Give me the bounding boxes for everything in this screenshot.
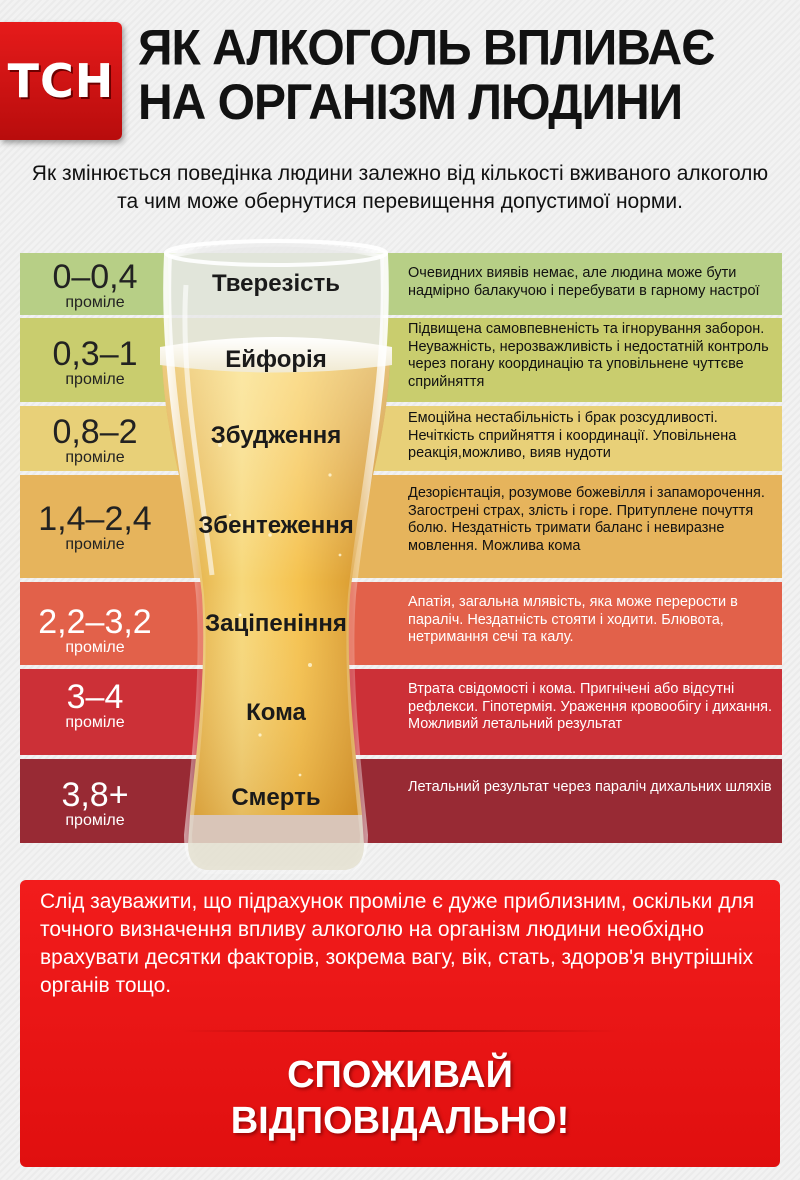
level-range (20, 777, 170, 829)
warning-note-panel (20, 880, 780, 1167)
stage-label: Тверезість (212, 270, 340, 297)
level-range (20, 259, 170, 311)
level-range (20, 414, 170, 466)
beer-glass-illustration (150, 215, 402, 880)
divider (180, 1030, 620, 1032)
range-value: 3,8+ (61, 776, 129, 814)
level-description: Втрата свідомості і кома. Пригнічені або відсутні рефлекси. Гіпотермія. Ураження кровообігу і дихання. Можливий летальний результат (408, 681, 772, 732)
level-description: Підвищена самовпевненість та ігнорування заборон. Неуважність, нерозважливість і недостатній контроль через погану координацію та уповільнене чуттєве сприйняття (408, 321, 769, 390)
range-value: 0–0,4 (52, 258, 138, 296)
logo-text: ТСН (7, 54, 115, 108)
stage-label: Кома (246, 699, 306, 726)
range-unit: проміле (65, 449, 125, 466)
range-value: 3–4 (66, 678, 124, 716)
range-unit: проміле (65, 639, 125, 656)
subtitle: Як змінюється поведінка людини залежно від кількості вживаного алкоголю та чим може обернутися перевищення допустимої норми. (31, 162, 769, 213)
range-value: 1,4–2,4 (38, 500, 152, 538)
level-range (20, 336, 170, 388)
range-unit: проміле (65, 371, 125, 388)
level-description: Дезорієнтація, розумове божевілля і запаморочення. Загострені страх, злість і горе. Притуплене почуття болю. Нездатність тримати баланс і невиразне мовлення. Можлива кома (408, 485, 765, 554)
stage-label: Ейфорія (225, 346, 327, 373)
cta-line-2: ВІДПОВІДАЛЬНО! (230, 1100, 570, 1142)
level-range (20, 501, 170, 553)
level-description: Очевидних виявів немає, але людина може бути надмірно балакучою і перебувати в гарному настрої (408, 265, 760, 299)
call-to-action (20, 1052, 780, 1144)
level-range (20, 679, 170, 731)
warning-note-text: Слід зауважити, що підрахунок проміле є дуже приблизним, оскільки для точного визначення впливу алкоголю на організм людини необхідно врахувати десятки факторів, зокрема вагу, вік, стать, здоров'я внутрішніх органів тощо. (40, 890, 755, 997)
tsn-logo (0, 22, 122, 140)
range-value: 0,3–1 (52, 335, 138, 373)
range-value: 0,8–2 (52, 413, 138, 451)
stage-label: Заціпеніння (205, 610, 347, 637)
level-description: Апатія, загальна млявість, яка може перерости в параліч. Нездатність стояти і ходити. Блювота, нетримання сечі та калу. (408, 594, 738, 645)
stage-label: Збудження (210, 422, 342, 449)
level-description: Емоційна нестабільність і брак розсудливості. Нечіткість сприйняття і координації. Уповільнена реакція,можливо, вияв нудоти (408, 410, 737, 461)
stage-label: Збентеження (198, 512, 354, 539)
range-value: 2,2–3,2 (38, 603, 152, 641)
level-range (20, 604, 170, 656)
page-title: ЯК АЛКОГОЛЬ ВПЛИВАЄ НА ОРГАНІЗМ ЛЮДИНИ (138, 20, 715, 131)
range-unit: проміле (65, 812, 125, 829)
range-unit: проміле (65, 294, 125, 311)
range-unit: проміле (65, 714, 125, 731)
level-description: Летальний результат через параліч дихальних шляхів (408, 779, 772, 795)
stage-label: Смерть (231, 784, 321, 811)
range-unit: проміле (65, 536, 125, 553)
cta-line-1: СПОЖИВАЙ (287, 1054, 513, 1096)
